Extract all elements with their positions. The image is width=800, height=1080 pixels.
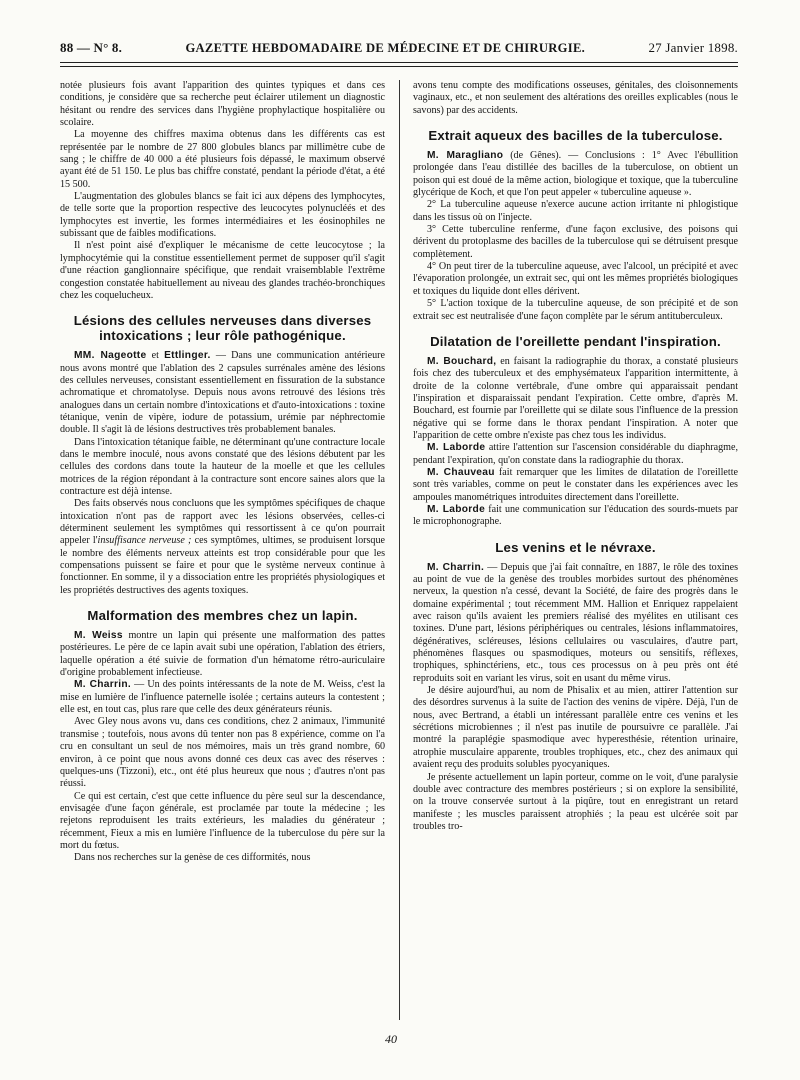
- paragraph: 4° On peut tirer de la tuberculine aqueuse, avec l'alcool, un précipité et avec l'évaporation prolongée, un extrait sec, qui ont les mêmes propriétés biologiques et toxiques du liquide dont elles dérivent.: [413, 261, 738, 297]
- text-run: — Dans une communication antérieure nous avons montré que l'ablation des 2 capsules surrénales amène des lésions des cellules nerveuses, consistant essentiellement en fissuration de la substance achromatique et chromatolyse. Depuis nous avons retrouvé des lésions très analogues dans un certain nombre d'intoxications et d'auto-intoxications : toxine tétanique, venin de vipère, iodure de potassium, urémie par néphrectomie double. Il s'agit là de lésions destructives très probablement banales.: [60, 350, 385, 436]
- paragraph: [413, 442, 738, 467]
- text-run: fait remarquer que les limites de dilatation de l'oreillette sont très variables, comme on peut le constater dans les expériences avec les ampoules manométriques introduites directement dans l'oreillette.: [413, 466, 738, 503]
- journal-title: GAZETTE HEBDOMADAIRE DE MÉDECINE ET DE CHIRURGIE.: [185, 41, 586, 55]
- author-name: M. Charrin.: [74, 679, 132, 691]
- paragraph: 2° La tuberculine aqueuse n'exerce aucune action irritante ni phlogistique dans les tissus où on l'injecte.: [413, 199, 738, 223]
- column-divider: [399, 80, 400, 1020]
- author-name: M. Charrin.: [427, 561, 485, 573]
- text-run: montre un lapin qui présente une malformation des pattes postérieures. Le père de ce lapin avait subi une opération, l'ablation des étriers, laquelle opération a été suivie de formation d'un hématome rétro-auriculaire d'origine probablement infectieuse.: [60, 630, 385, 679]
- paragraph: Dans l'intoxication tétanique faible, ne déterminant qu'une contracture locale dans le membre inoculé, nous avons constaté que des lésions débutent par les cellules des cordons dans toute la hauteur de la moelle et que les cellules motrices de la région répondant à la contracture sont encore saines alors que la contracture est déjà intense.: [60, 436, 385, 497]
- text-run: fait une communication sur l'éducation des sourds-muets par le microphonographe.: [413, 503, 739, 528]
- paragraph: [413, 504, 738, 529]
- header-rule-thick: [60, 62, 738, 63]
- page-header: [60, 40, 738, 56]
- author-name: M. Chauveau: [427, 466, 495, 478]
- section-heading: Les venins et le névraxe.: [495, 539, 656, 555]
- paragraph: Ce qui est certain, c'est que cette influence du père seul sur la descendance, envisagée d'une façon générale, est proclamée par toute la médecine ; les rejetons reproduisent les traits extérieurs, les maladies du générateur ; récemment, Fieux a mis en lumière l'influence de la tuberculose du père sur la mort du fœtus.: [60, 790, 385, 851]
- section-heading: Extrait aqueux des bacilles de la tuberculose.: [428, 128, 723, 144]
- section-heading: Lésions des cellules nerveuses dans diverses intoxications ; leur rôle pathogénique.: [73, 313, 372, 344]
- text-run: — Un des points intéressants de la note de M. Weiss, c'est la mise en lumière de l'influence paternelle isolée ; certains auteurs la contestent ; elle est, en tout cas, plus rare que celle des deux générateurs réunis.: [60, 679, 386, 716]
- text-run: — Depuis que j'ai fait connaître, en 1887, le rôle des toxines au point de vue de la genèse des troubles morbides surtout des phénomènes nerveux, la question n'a cessé, devant la Société, de faire des progrès dans le domaine expérimental ; tout récemment MM. Hallion et Enriquez rappelaient avec raison qu'ils avaient les premiers réalisé des myélites en utilisant ces toxines. D'une part, lésions périphériques ou centrales, lésions inflammatoires, dégénératives, scléreuses, lésions cellulaires ou vasculaires, d'autre part, phénomènes flasques ou spasmodiques, moteurs ou sensitifs, réflexes, trophiques, sphinctériens, etc., tous ces processus on à peu près ont été reproduits soit en variant les virus, soit en usant du même virus.: [413, 561, 738, 684]
- issue-date: 27 Janvier 1898.: [648, 40, 738, 55]
- left-column: [60, 80, 385, 865]
- author-name: M. Laborde: [427, 442, 486, 454]
- paragraph: Je présente actuellement un lapin porteur, comme on le voit, d'une paralysie double avec contracture des membres postérieurs ; si on explore la sensibilité, on la trouve conservée surtout à la piqûre, tout en enregistrant un retard manifeste ; les muscles paraissent atrophiés ; la peau est ulcérée soit par troubles tro-: [413, 771, 738, 832]
- text-run: Des faits observés nous concluons que les symptômes spécifiques de chaque intoxication n'ont pas de rapport avec les lésions observées, celles-ci déterminent seulement les symptômes qui ressortissent à ce qu'on pourrait appeler l': [60, 498, 385, 547]
- paragraph: [413, 562, 738, 685]
- paragraph: [413, 356, 738, 442]
- paragraph: [60, 498, 385, 597]
- paragraph: 3° Cette tuberculine renferme, d'une façon exclusive, des poisons qui dérivent du protoplasme des bacilles de la tuberculose qui se détruisent presque complètement.: [413, 224, 738, 260]
- section-heading: Malformation des membres chez un lapin.: [87, 608, 358, 624]
- paragraph: [413, 150, 738, 199]
- paragraph: La moyenne des chiffres maxima obtenus dans les différents cas est représentée par le nombre de 27 800 globules blancs par millimètre cube de sang ; le chiffre de 40 000 a été plusieurs fois dépassé, le maximum observé ayant été de 51 150. Le plus bas chiffre constaté, pendant la période d'état, a été 15 500.: [60, 129, 385, 190]
- author-name: M. Weiss: [74, 630, 123, 642]
- author-name: Ettlinger.: [164, 350, 211, 362]
- folio-number: 40: [385, 1032, 397, 1046]
- paragraph: [60, 350, 385, 436]
- paragraph: [60, 630, 385, 679]
- text-run: ces symptômes, ultimes, se produisent lorsque le nombre des éléments nerveux atteints est trop considérable pour que les compensations puissent se faire et pour que le système nerveux continue à fonctionner. En somme, il y a dissociation entre les propriétés physiologiques et les propriétés destructives des agents toxiques.: [60, 535, 386, 596]
- paragraph: avons tenu compte des modifications osseuses, génitales, des cloisonnements vaginaux, etc., et non seulement des altérations des oreilles explicables (nous le savons) par des accidents.: [413, 80, 738, 116]
- paragraph: Je désire aujourd'hui, au nom de Phisalix et au mien, attirer l'attention sur des désordres survenus à la suite de l'action des venins de vipère. Déjà, l'un de nous, avec Bertrand, a établi un intéressant parallèle entre ces venins et les sécrétions microbiennes ; il n'est pas inutile de poursuivre ce parallèle. J'ai montré la paraplégie spasmodique avec hyperesthésie, rétention urinaire, atrophie musculaire apparente, troubles trophiques, etc., chez des animaux qui avaient reçu des produits solubles pyocyaniques.: [413, 685, 738, 771]
- author-name: M. Maragliano: [427, 150, 504, 162]
- author-name: MM. Nageotte: [74, 350, 147, 362]
- paragraph: notée plusieurs fois avant l'apparition des quintes typiques et dans ces conditions, je considère que sa recherche peut éclairer utilement un diagnostic hésitant ou rendre des services dans l'hygiène prophylactique hospitalière ou scolaire.: [60, 80, 385, 129]
- header-rule-thin: [60, 66, 738, 67]
- author-name: M. Laborde: [427, 503, 486, 515]
- author-name: M. Bouchard,: [427, 355, 497, 367]
- text-run: en faisant la radiographie du thorax, a constaté plusieurs fois chez des tuberculeux et des emphysémateux l'apparition intermittente, à droite de la colonne vertébrale, d'une ombre qui apparaissait pendant l'inspiration et disparaissait pendant l'expiration. Cette ombre, d'après M. Bouchard, est fournie par l'oreillette qui se dilate sous l'influence de la pression négative qui se forme dans le thorax pendant l'inspiration. A noter que l'apparition de cette ombre n'existe pas chez tous les individus.: [413, 355, 739, 441]
- paragraph: Dans nos recherches sur la genèse de ces difformités, nous: [74, 852, 311, 864]
- text-run: et: [146, 350, 165, 362]
- emphasis: insuffisance nerveuse ;: [97, 535, 192, 547]
- text-run: attire l'attention sur l'ascension considérable du diaphragme, pendant l'expiration, qu'on constate dans la radiographie du thorax.: [413, 442, 738, 466]
- paragraph: Il n'est point aisé d'expliquer le mécanisme de cette leucocytose ; la lymphocytémie qui la constitue essentiellement permet de supposer qu'il s'agit d'une réaction ganglionnaire spécifique, que rendait vraisemblable l'extrême congestion constatée habituellement au niveau des glandes trachéo-bronchiques chez les coquelucheux.: [60, 240, 385, 301]
- section-heading: Dilatation de l'oreillette pendant l'inspiration.: [430, 333, 721, 349]
- text-run: (de Gênes). — Conclusions : 1° Avec l'ébullition prolongée dans l'eau distillée des bacilles de la tuberculose, on obtient un poison qui est doué de la même action, biologique et toxique, que la tuberculine glycérique de Koch, et que l'on peut appeler « tuberculine aqueuse ».: [413, 150, 738, 199]
- paragraph: L'augmentation des globules blancs se fait ici aux dépens des lymphocytes, de telle sorte que la proportion respective des leucocytes polynucléés et des lymphocytes est invertie, les formes intermédiaires et les éosinophiles ne subissant que de faibles modifications.: [60, 191, 385, 240]
- paragraph: [413, 467, 738, 504]
- right-column: [413, 80, 738, 833]
- paragraph: 5° L'action toxique de la tuberculine aqueuse, de son précipité et de son extrait sec est neutralisée d'une façon complète par le sérum antituberculeux.: [413, 298, 738, 322]
- paragraph: Avec Gley nous avons vu, dans ces conditions, chez 2 animaux, l'immunité transmise ; toutefois, nous avons dû tenter non pas 8 expérience, comme on l'a cru en consultant un seul de nos mémoires, mais un très grand nombre, 60 environ, à ce point que nous avons donné ces deux cas avec des réserves : quelques-uns (Tizzoni), etc., ont été plus heureux que nous ; d'autres n'ont pas réussi.: [60, 716, 385, 790]
- paragraph: [60, 679, 385, 716]
- page-number: 88 — N° 8.: [60, 40, 123, 55]
